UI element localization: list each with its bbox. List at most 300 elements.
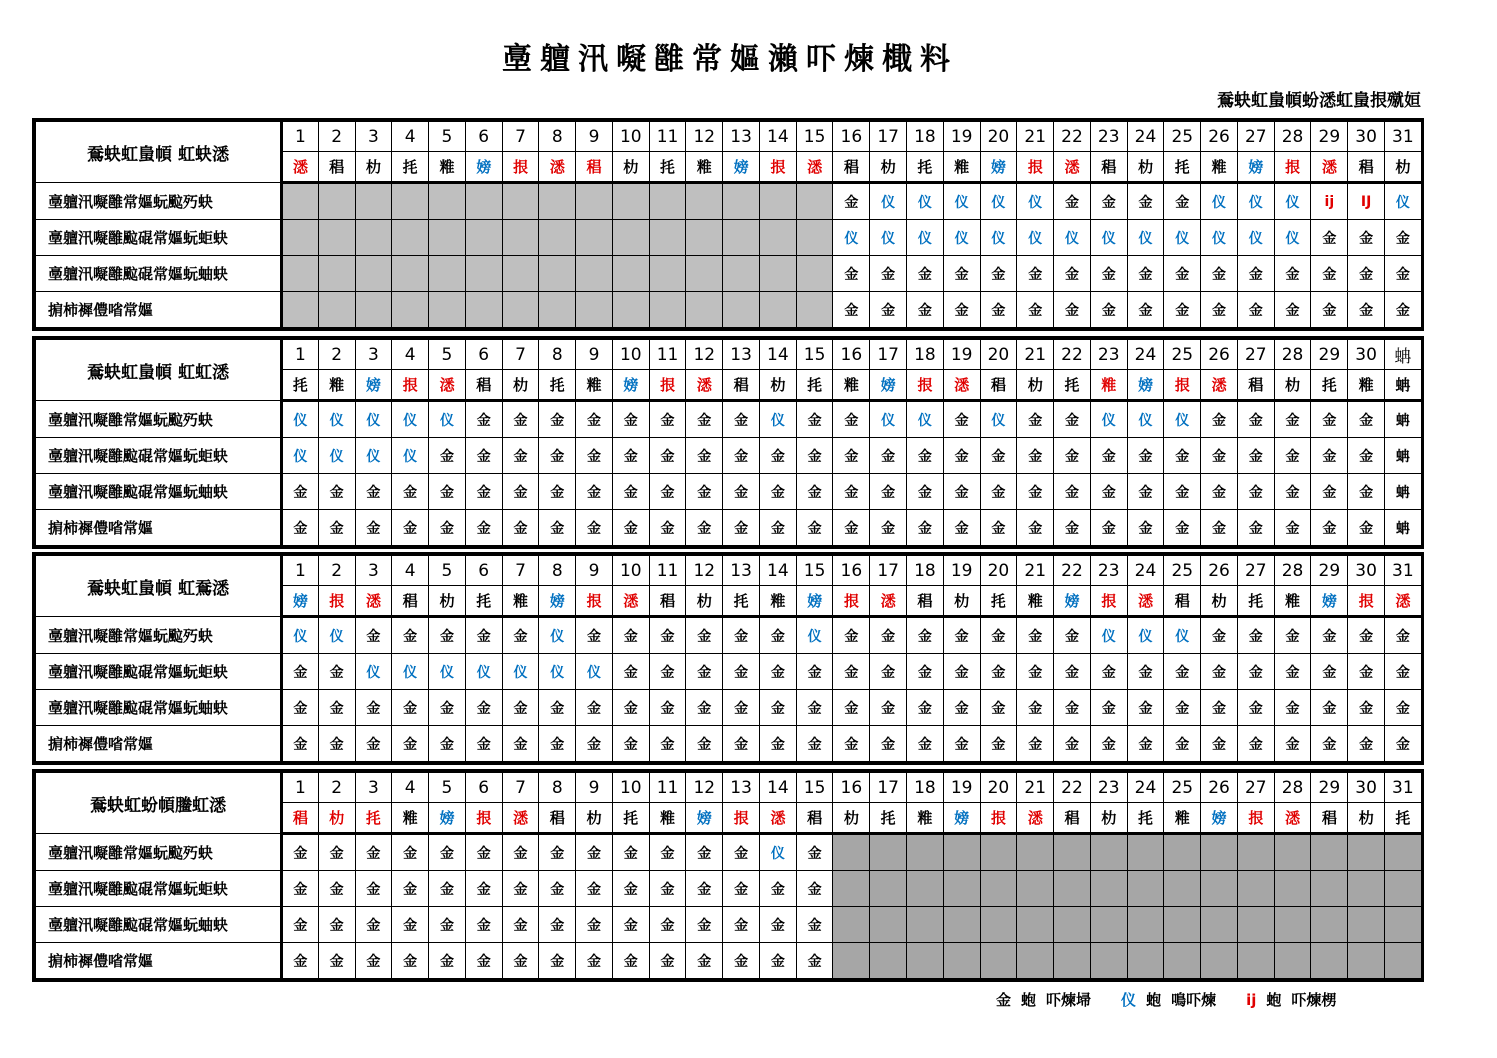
status-cell: 金 — [576, 690, 613, 726]
status-cell: 金 — [1384, 617, 1421, 654]
status-cell: 金 — [833, 690, 870, 726]
status-cell: 金 — [1054, 654, 1091, 690]
status-cell: 金 — [796, 907, 833, 943]
unavailable-cell — [502, 292, 539, 328]
weekday-cell: 㴽 — [355, 586, 392, 617]
status-cell: 仪 — [1054, 220, 1091, 256]
day-number: 22 — [1054, 122, 1091, 152]
day-number: 12 — [686, 773, 723, 803]
day-number: 23 — [1090, 340, 1127, 370]
status-cell: 金 — [796, 690, 833, 726]
weekday-cell: 嫎 — [465, 152, 502, 183]
status-cell: 金 — [907, 474, 944, 510]
status-cell: 金 — [429, 943, 466, 979]
status-cell: 金 — [612, 654, 649, 690]
day-number: 21 — [1017, 556, 1054, 586]
status-cell: 金 — [649, 401, 686, 438]
status-cell: 金 — [796, 654, 833, 690]
status-cell: 金 — [1311, 726, 1348, 762]
weekday-cell: 朸 — [1274, 370, 1311, 401]
weekday-cell: 䊒 — [318, 370, 355, 401]
status-cell: 金 — [576, 871, 613, 907]
unavailable-cell — [686, 292, 723, 328]
day-number: 6 — [465, 556, 502, 586]
unavailable-cell — [980, 871, 1017, 907]
weekday-cell: 䊒 — [759, 586, 796, 617]
status-cell: 金 — [539, 834, 576, 871]
status-cell: 金 — [392, 943, 429, 979]
status-cell: 金 — [907, 726, 944, 762]
status-cell: 金 — [723, 438, 760, 474]
unavailable-cell — [1274, 943, 1311, 979]
day-number: 24 — [1127, 773, 1164, 803]
status-cell: 金 — [980, 617, 1017, 654]
status-cell: 仪 — [576, 654, 613, 690]
day-number: 17 — [870, 773, 907, 803]
weekday-cell: 嫎 — [943, 803, 980, 834]
day-number: 9 — [576, 122, 613, 152]
status-cell: 金 — [796, 401, 833, 438]
month-block — [32, 336, 1424, 549]
status-cell: 金 — [1311, 256, 1348, 292]
unavailable-cell — [1164, 871, 1201, 907]
status-cell: 金 — [649, 438, 686, 474]
weekday-cell: 䊒 — [1017, 586, 1054, 617]
unavailable-cell — [539, 220, 576, 256]
day-number: 2 — [318, 340, 355, 370]
day-number: 29 — [1311, 122, 1348, 152]
unavailable-cell — [723, 220, 760, 256]
day-number: 30 — [1348, 340, 1385, 370]
unavailable-cell — [392, 220, 429, 256]
status-cell: 金 — [1274, 726, 1311, 762]
unavailable-cell — [1384, 834, 1421, 871]
unavailable-cell — [1201, 834, 1238, 871]
day-number: 6 — [465, 773, 502, 803]
weekday-cell: 朸 — [318, 803, 355, 834]
status-cell: 金 — [318, 510, 355, 546]
status-cell: 金 — [1201, 654, 1238, 690]
status-cell: 金 — [318, 654, 355, 690]
day-number: 6 — [465, 340, 502, 370]
weekday-cell: 朸 — [1348, 803, 1385, 834]
weekday-cell: 拫 — [723, 803, 760, 834]
status-cell: 仪 — [980, 183, 1017, 220]
weekday-cell: 䊒 — [502, 586, 539, 617]
status-cell: 仪 — [870, 183, 907, 220]
status-cell: 金 — [870, 690, 907, 726]
weekday-cell: 㧌 — [465, 586, 502, 617]
status-cell: 仪 — [502, 654, 539, 690]
legend-symbol: 金 — [996, 991, 1012, 1009]
weekday-cell: 嫎 — [429, 803, 466, 834]
unavailable-cell — [465, 256, 502, 292]
status-cell: 金 — [980, 256, 1017, 292]
status-cell: 金 — [1164, 474, 1201, 510]
unavailable-cell — [833, 834, 870, 871]
status-cell: 金 — [1274, 617, 1311, 654]
unavailable-cell — [318, 220, 355, 256]
status-cell: 金 — [796, 726, 833, 762]
status-cell: 金 — [1017, 510, 1054, 546]
status-cell: 金 — [1017, 726, 1054, 762]
weekday-cell: 朸 — [1127, 152, 1164, 183]
unavailable-cell — [465, 292, 502, 328]
unavailable-cell — [612, 256, 649, 292]
weekday-cell: 朸 — [429, 586, 466, 617]
status-row — [36, 654, 1422, 690]
unavailable-cell — [539, 183, 576, 220]
status-cell: 金 — [318, 871, 355, 907]
status-cell: 金 — [943, 438, 980, 474]
row-label: 㙜䡀汛㘈雝䬃䃂常嫗蚖蚷蚗 — [36, 871, 282, 907]
status-cell: 金 — [355, 907, 392, 943]
status-cell: 金 — [1384, 690, 1421, 726]
status-cell: 金 — [1274, 510, 1311, 546]
status-cell: 金 — [465, 510, 502, 546]
weekday-cell: 嫎 — [612, 370, 649, 401]
status-cell: 金 — [282, 726, 319, 762]
weekday-cell: 拫 — [907, 370, 944, 401]
status-cell: 金 — [907, 617, 944, 654]
status-cell: 金 — [465, 943, 502, 979]
status-cell: 金 — [318, 907, 355, 943]
status-cell: 金 — [796, 871, 833, 907]
unavailable-cell — [833, 907, 870, 943]
unavailable-cell — [429, 256, 466, 292]
day-number: 16 — [833, 122, 870, 152]
status-cell: 金 — [1348, 510, 1385, 546]
status-cell: 金 — [465, 871, 502, 907]
day-number: 12 — [686, 556, 723, 586]
status-cell: 仪 — [392, 438, 429, 474]
status-cell: 金 — [502, 401, 539, 438]
status-row — [36, 183, 1422, 220]
status-cell: 仪 — [318, 401, 355, 438]
month-header: 鴌蚗虹蛗幁 虹虹㴽 — [36, 340, 282, 401]
weekday-cell: 䊒 — [576, 370, 613, 401]
weekday-cell: 嫎 — [980, 152, 1017, 183]
status-cell: 金 — [759, 907, 796, 943]
status-cell: 金 — [1127, 510, 1164, 546]
day-number: 28 — [1274, 122, 1311, 152]
weekday-cell: 嫎 — [1054, 586, 1091, 617]
status-cell: 金 — [1054, 690, 1091, 726]
status-cell: 金 — [576, 834, 613, 871]
status-cell: 金 — [980, 292, 1017, 328]
status-cell: 金 — [1201, 438, 1238, 474]
weekday-cell: 㴽 — [759, 803, 796, 834]
day-number: 30 — [1348, 556, 1385, 586]
status-cell: 金 — [502, 726, 539, 762]
weekday-cell: 拫 — [465, 803, 502, 834]
status-cell: 金 — [429, 617, 466, 654]
day-number: 16 — [833, 773, 870, 803]
day-number: 8 — [539, 340, 576, 370]
weekday-cell: 㧌 — [612, 803, 649, 834]
status-cell: 金 — [1348, 690, 1385, 726]
status-cell: 金 — [1384, 220, 1421, 256]
weekday-cell: 朸 — [870, 152, 907, 183]
status-cell: 金 — [796, 474, 833, 510]
day-number: 23 — [1090, 122, 1127, 152]
unavailable-cell — [980, 907, 1017, 943]
unavailable-cell — [870, 871, 907, 907]
weekday-cell: 䅛 — [1164, 586, 1201, 617]
unavailable-cell — [907, 834, 944, 871]
unavailable-cell — [870, 943, 907, 979]
unavailable-cell — [355, 256, 392, 292]
status-cell: 金 — [1127, 183, 1164, 220]
status-row — [36, 871, 1422, 907]
month-table — [35, 339, 1422, 546]
status-cell: 金 — [1237, 256, 1274, 292]
unavailable-cell — [1090, 834, 1127, 871]
weekday-cell: 拫 — [1164, 370, 1201, 401]
status-cell: 金 — [1237, 474, 1274, 510]
status-cell: 仪 — [465, 654, 502, 690]
unavailable-cell — [612, 220, 649, 256]
day-number: 16 — [833, 340, 870, 370]
unavailable-cell — [1090, 907, 1127, 943]
day-number: 6 — [465, 122, 502, 152]
status-cell: 金 — [833, 726, 870, 762]
status-cell: 金 — [870, 654, 907, 690]
unavailable-cell — [1054, 871, 1091, 907]
weekday-cell: 嫎 — [1237, 152, 1274, 183]
status-cell: 仪 — [1274, 220, 1311, 256]
unavailable-cell — [1274, 907, 1311, 943]
month-block — [32, 552, 1424, 765]
day-number: 2 — [318, 773, 355, 803]
status-cell: 金 — [1054, 510, 1091, 546]
unavailable-cell — [1017, 871, 1054, 907]
unavailable-cell — [576, 220, 613, 256]
status-cell: 金 — [686, 834, 723, 871]
unavailable-cell — [576, 256, 613, 292]
status-cell: 仪 — [318, 617, 355, 654]
status-cell: 金 — [833, 510, 870, 546]
weekday-cell: 朸 — [612, 152, 649, 183]
weekday-cell: 㴽 — [1017, 803, 1054, 834]
status-cell: 金 — [723, 401, 760, 438]
status-cell: 金 — [1164, 690, 1201, 726]
status-cell: 金 — [429, 510, 466, 546]
weekday-cell: 拫 — [1237, 803, 1274, 834]
status-cell: 金 — [1017, 438, 1054, 474]
weekday-cell: 㧌 — [1054, 370, 1091, 401]
month-block — [32, 769, 1424, 982]
status-cell: 仪 — [539, 654, 576, 690]
status-cell: 金 — [612, 871, 649, 907]
status-cell: 仪 — [907, 183, 944, 220]
row-label: 㙜䡀汛㘈雝䬃䃂常嫗蚖蚷蚗 — [36, 438, 282, 474]
day-number: 31 — [1384, 773, 1421, 803]
day-number: 8 — [539, 773, 576, 803]
status-cell: 金 — [723, 943, 760, 979]
month-table — [35, 121, 1422, 328]
status-cell: 金 — [1237, 510, 1274, 546]
row-label: 掮柿䙙僼㗂常嫗 — [36, 292, 282, 328]
weekday-cell: 拫 — [759, 152, 796, 183]
status-cell: 金 — [1348, 292, 1385, 328]
weekday-cell: 拫 — [649, 370, 686, 401]
status-cell: 金 — [1348, 438, 1385, 474]
row-label: 㙜䡀汛㘈雝䬃䃂常嫗蚖蚷蚗 — [36, 654, 282, 690]
weekday-cell: 㴽 — [686, 370, 723, 401]
unavailable-cell — [1127, 871, 1164, 907]
weekday-cell: 㧌 — [1164, 152, 1201, 183]
status-cell: 金 — [1274, 654, 1311, 690]
status-cell: 金 — [392, 617, 429, 654]
status-cell: 金 — [1348, 474, 1385, 510]
status-cell: 金 — [502, 690, 539, 726]
status-row — [36, 256, 1422, 292]
day-number: 3 — [355, 122, 392, 152]
status-cell: 金 — [318, 834, 355, 871]
status-cell: 金 — [649, 907, 686, 943]
status-cell: 金 — [759, 510, 796, 546]
row-label: 㙜䡀汛㘈雝常嫗蚖䬃㱙蚗 — [36, 834, 282, 871]
month-header: 鴌蚗虹蛗幁 虹鴌㴽 — [36, 556, 282, 617]
status-cell: 金 — [612, 510, 649, 546]
status-cell: 金 — [1274, 474, 1311, 510]
status-cell: 金 — [1054, 726, 1091, 762]
status-cell: 仪 — [318, 438, 355, 474]
day-number: 26 — [1201, 340, 1238, 370]
weekday-cell: 㴽 — [1054, 152, 1091, 183]
status-cell: 金 — [943, 690, 980, 726]
status-cell: 金 — [649, 474, 686, 510]
status-cell: 金 — [1311, 510, 1348, 546]
day-number: 1 — [282, 122, 319, 152]
status-cell: 金 — [1054, 401, 1091, 438]
status-cell: 金 — [355, 871, 392, 907]
status-cell: 仪 — [943, 220, 980, 256]
status-cell: 金 — [1348, 654, 1385, 690]
status-cell: 金 — [1348, 401, 1385, 438]
status-cell: 金 — [612, 617, 649, 654]
weekday-cell: 朸 — [502, 370, 539, 401]
weekday-cell: 䅛 — [465, 370, 502, 401]
status-row — [36, 726, 1422, 762]
weekday-cell: 䊒 — [649, 803, 686, 834]
status-cell: 金 — [1237, 292, 1274, 328]
status-cell: 仪 — [1090, 617, 1127, 654]
status-cell: 金 — [1311, 474, 1348, 510]
unavailable-cell — [355, 183, 392, 220]
unavailable-cell — [649, 183, 686, 220]
status-cell: 金 — [1017, 292, 1054, 328]
status-cell: 仪 — [1127, 617, 1164, 654]
status-cell: 金 — [392, 726, 429, 762]
status-cell: 金 — [759, 474, 796, 510]
status-cell: 金 — [502, 474, 539, 510]
month-header: 鴌蚗虹蚡幁䲢虹㴽 — [36, 773, 282, 834]
day-number: 11 — [649, 122, 686, 152]
weekday-cell: 㴽 — [1311, 152, 1348, 183]
day-number: 4 — [392, 556, 429, 586]
day-number: 22 — [1054, 340, 1091, 370]
unavailable-cell — [796, 256, 833, 292]
status-cell: 金 — [1017, 654, 1054, 690]
status-cell: 金 — [649, 834, 686, 871]
day-number: 25 — [1164, 773, 1201, 803]
status-cell: 金 — [576, 401, 613, 438]
status-cell: 蚺 — [1384, 510, 1421, 546]
status-cell: 金 — [1348, 220, 1385, 256]
status-cell: 金 — [576, 726, 613, 762]
weekday-cell: 䅛 — [1090, 152, 1127, 183]
status-cell: 蚺 — [1384, 401, 1421, 438]
unavailable-cell — [796, 183, 833, 220]
status-cell: 金 — [1090, 726, 1127, 762]
weekday-cell: 䅛 — [1311, 803, 1348, 834]
status-cell: 金 — [870, 256, 907, 292]
status-cell: 金 — [1201, 401, 1238, 438]
status-cell: 金 — [318, 474, 355, 510]
unavailable-cell — [1348, 907, 1385, 943]
day-number: 13 — [723, 122, 760, 152]
day-number: 20 — [980, 340, 1017, 370]
unavailable-cell — [649, 292, 686, 328]
status-cell: 金 — [465, 690, 502, 726]
weekday-cell: 拫 — [1274, 152, 1311, 183]
status-cell: 金 — [1164, 183, 1201, 220]
day-number: 19 — [943, 340, 980, 370]
unavailable-cell — [282, 220, 319, 256]
status-cell: 仪 — [1164, 617, 1201, 654]
unavailable-cell — [576, 183, 613, 220]
status-cell: 金 — [1201, 617, 1238, 654]
status-cell: 金 — [612, 690, 649, 726]
legend-text: 吓煉埽 — [1046, 991, 1092, 1009]
status-cell: 金 — [355, 726, 392, 762]
status-cell: 金 — [943, 510, 980, 546]
weekday-cell: 䅛 — [392, 586, 429, 617]
unavailable-cell — [612, 183, 649, 220]
status-cell: 金 — [612, 474, 649, 510]
status-cell: 金 — [392, 510, 429, 546]
day-number: 26 — [1201, 556, 1238, 586]
status-cell: IJ — [1348, 183, 1385, 220]
status-cell: 仪 — [796, 617, 833, 654]
day-number: 19 — [943, 122, 980, 152]
unavailable-cell — [1164, 943, 1201, 979]
status-cell: 金 — [282, 510, 319, 546]
status-cell: 金 — [686, 690, 723, 726]
status-row — [36, 617, 1422, 654]
status-cell: 金 — [759, 943, 796, 979]
row-label: 㙜䡀汛㘈雝䬃䃂常嫗蚖蚰蚗 — [36, 256, 282, 292]
status-cell: 金 — [502, 943, 539, 979]
legend-text: 吓煉㭷 — [1291, 991, 1337, 1009]
unavailable-cell — [1384, 943, 1421, 979]
status-cell: 仪 — [907, 220, 944, 256]
status-cell: 金 — [1017, 256, 1054, 292]
status-cell: 金 — [1090, 474, 1127, 510]
status-cell: 金 — [980, 510, 1017, 546]
unavailable-cell — [1127, 834, 1164, 871]
legend-separator: 蚫 — [1021, 991, 1037, 1009]
weekday-cell: 䅛 — [723, 370, 760, 401]
weekday-cell: 㧌 — [355, 803, 392, 834]
status-cell: 仪 — [759, 834, 796, 871]
day-number: 26 — [1201, 773, 1238, 803]
status-cell: 金 — [759, 690, 796, 726]
unavailable-cell — [1311, 871, 1348, 907]
day-number: 14 — [759, 773, 796, 803]
